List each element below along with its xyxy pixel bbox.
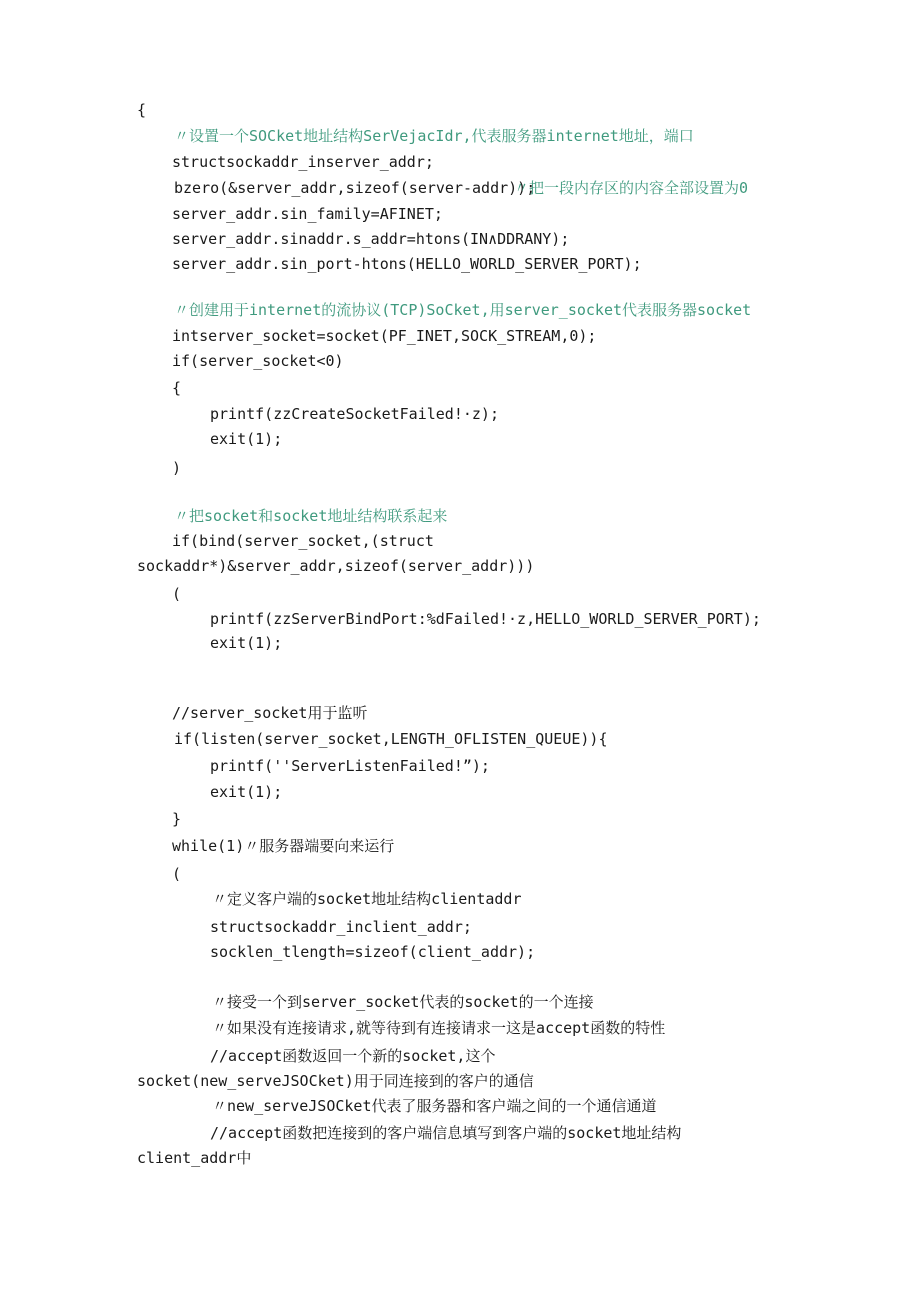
code-line: exit(1); [210, 634, 283, 652]
code-line: { [172, 379, 182, 397]
code-comment: //accept函数返回一个新的socket,这个 [210, 1047, 496, 1065]
code-comment: 〃new_serveJSOCket代表了服务器和客户端之间的一个通信通道 [212, 1097, 657, 1115]
code-line: if(bind(server_socket,(struct [172, 532, 434, 550]
code-comment: 〃设置一个SOCket地址结构SerVejacIdr,代表服务器internet地址，端口 [174, 127, 694, 145]
code-line: printf(zzCreateSocketFailed!·z); [210, 405, 499, 423]
code-comment: 〃定义客户端的socket地址结构clientaddr [212, 890, 522, 908]
code-line: printf(zzServerBindPort:%dFailed!·z,HELLO_WORLD_SERVER_PORT); [210, 610, 761, 628]
code-line: intserver_socket=socket(PF_INET,SOCK_STREAM,0); [172, 327, 597, 345]
code-line: structsockaddr_inserver_addr; [172, 153, 434, 171]
code-line: if(listen(server_socket,LENGTH_OFLISTEN_QUEUE)){ [174, 730, 608, 748]
code-line: if(server_socket<0) [172, 352, 344, 370]
code-line: ( [172, 865, 182, 883]
code-comment: 〃把socket和socket地址结构联系起来 [174, 507, 448, 525]
code-line: { [137, 101, 147, 119]
code-line: ( [172, 585, 182, 603]
code-comment: socket(new_serveJSOCket)用于同连接到的客户的通信 [137, 1072, 534, 1090]
code-line: server_addr.sin_family=AFINET; [172, 205, 443, 223]
code-line: exit(1); [210, 783, 283, 801]
code-line: server_addr.sinaddr.s_addr=htons(IN∧DDRANY); [172, 230, 570, 248]
code-line: server_addr.sin_port-htons(HELLO_WORLD_SERVER_PORT); [172, 255, 642, 273]
code-comment: 〃如果没有连接请求,就等待到有连接请求一这是accept函数的特性 [212, 1019, 666, 1037]
code-comment: //accept函数把连接到的客户端信息填写到客户端的socket地址结构 [210, 1124, 682, 1142]
code-comment: 〃把一段内存区的内容全部设置为0 [514, 179, 749, 197]
code-comment: 〃创建用于internet的流协议(TCP)SoCket,用server_socket代表服务器socket [174, 301, 752, 319]
code-line: while(1)〃服务器端要向来运行 [172, 837, 395, 855]
code-line: bzero(&server_addr,sizeof(server-addr)); [174, 179, 536, 197]
code-comment: 〃接受一个到server_socket代表的socket的一个连接 [212, 993, 594, 1011]
code-line: exit(1); [210, 430, 283, 448]
code-line: sockaddr*)&server_addr,sizeof(server_addr))) [137, 557, 535, 575]
code-line: } [172, 810, 182, 828]
code-line: printf(''ServerListenFailed!”); [210, 757, 490, 775]
code-line: socklen_tlength=sizeof(client_addr); [210, 943, 536, 961]
code-line: ) [172, 459, 182, 477]
code-line: structsockaddr_inclient_addr; [210, 918, 472, 936]
code-comment: client_addr中 [137, 1149, 252, 1167]
code-line: //server_socket用于监听 [172, 704, 368, 722]
